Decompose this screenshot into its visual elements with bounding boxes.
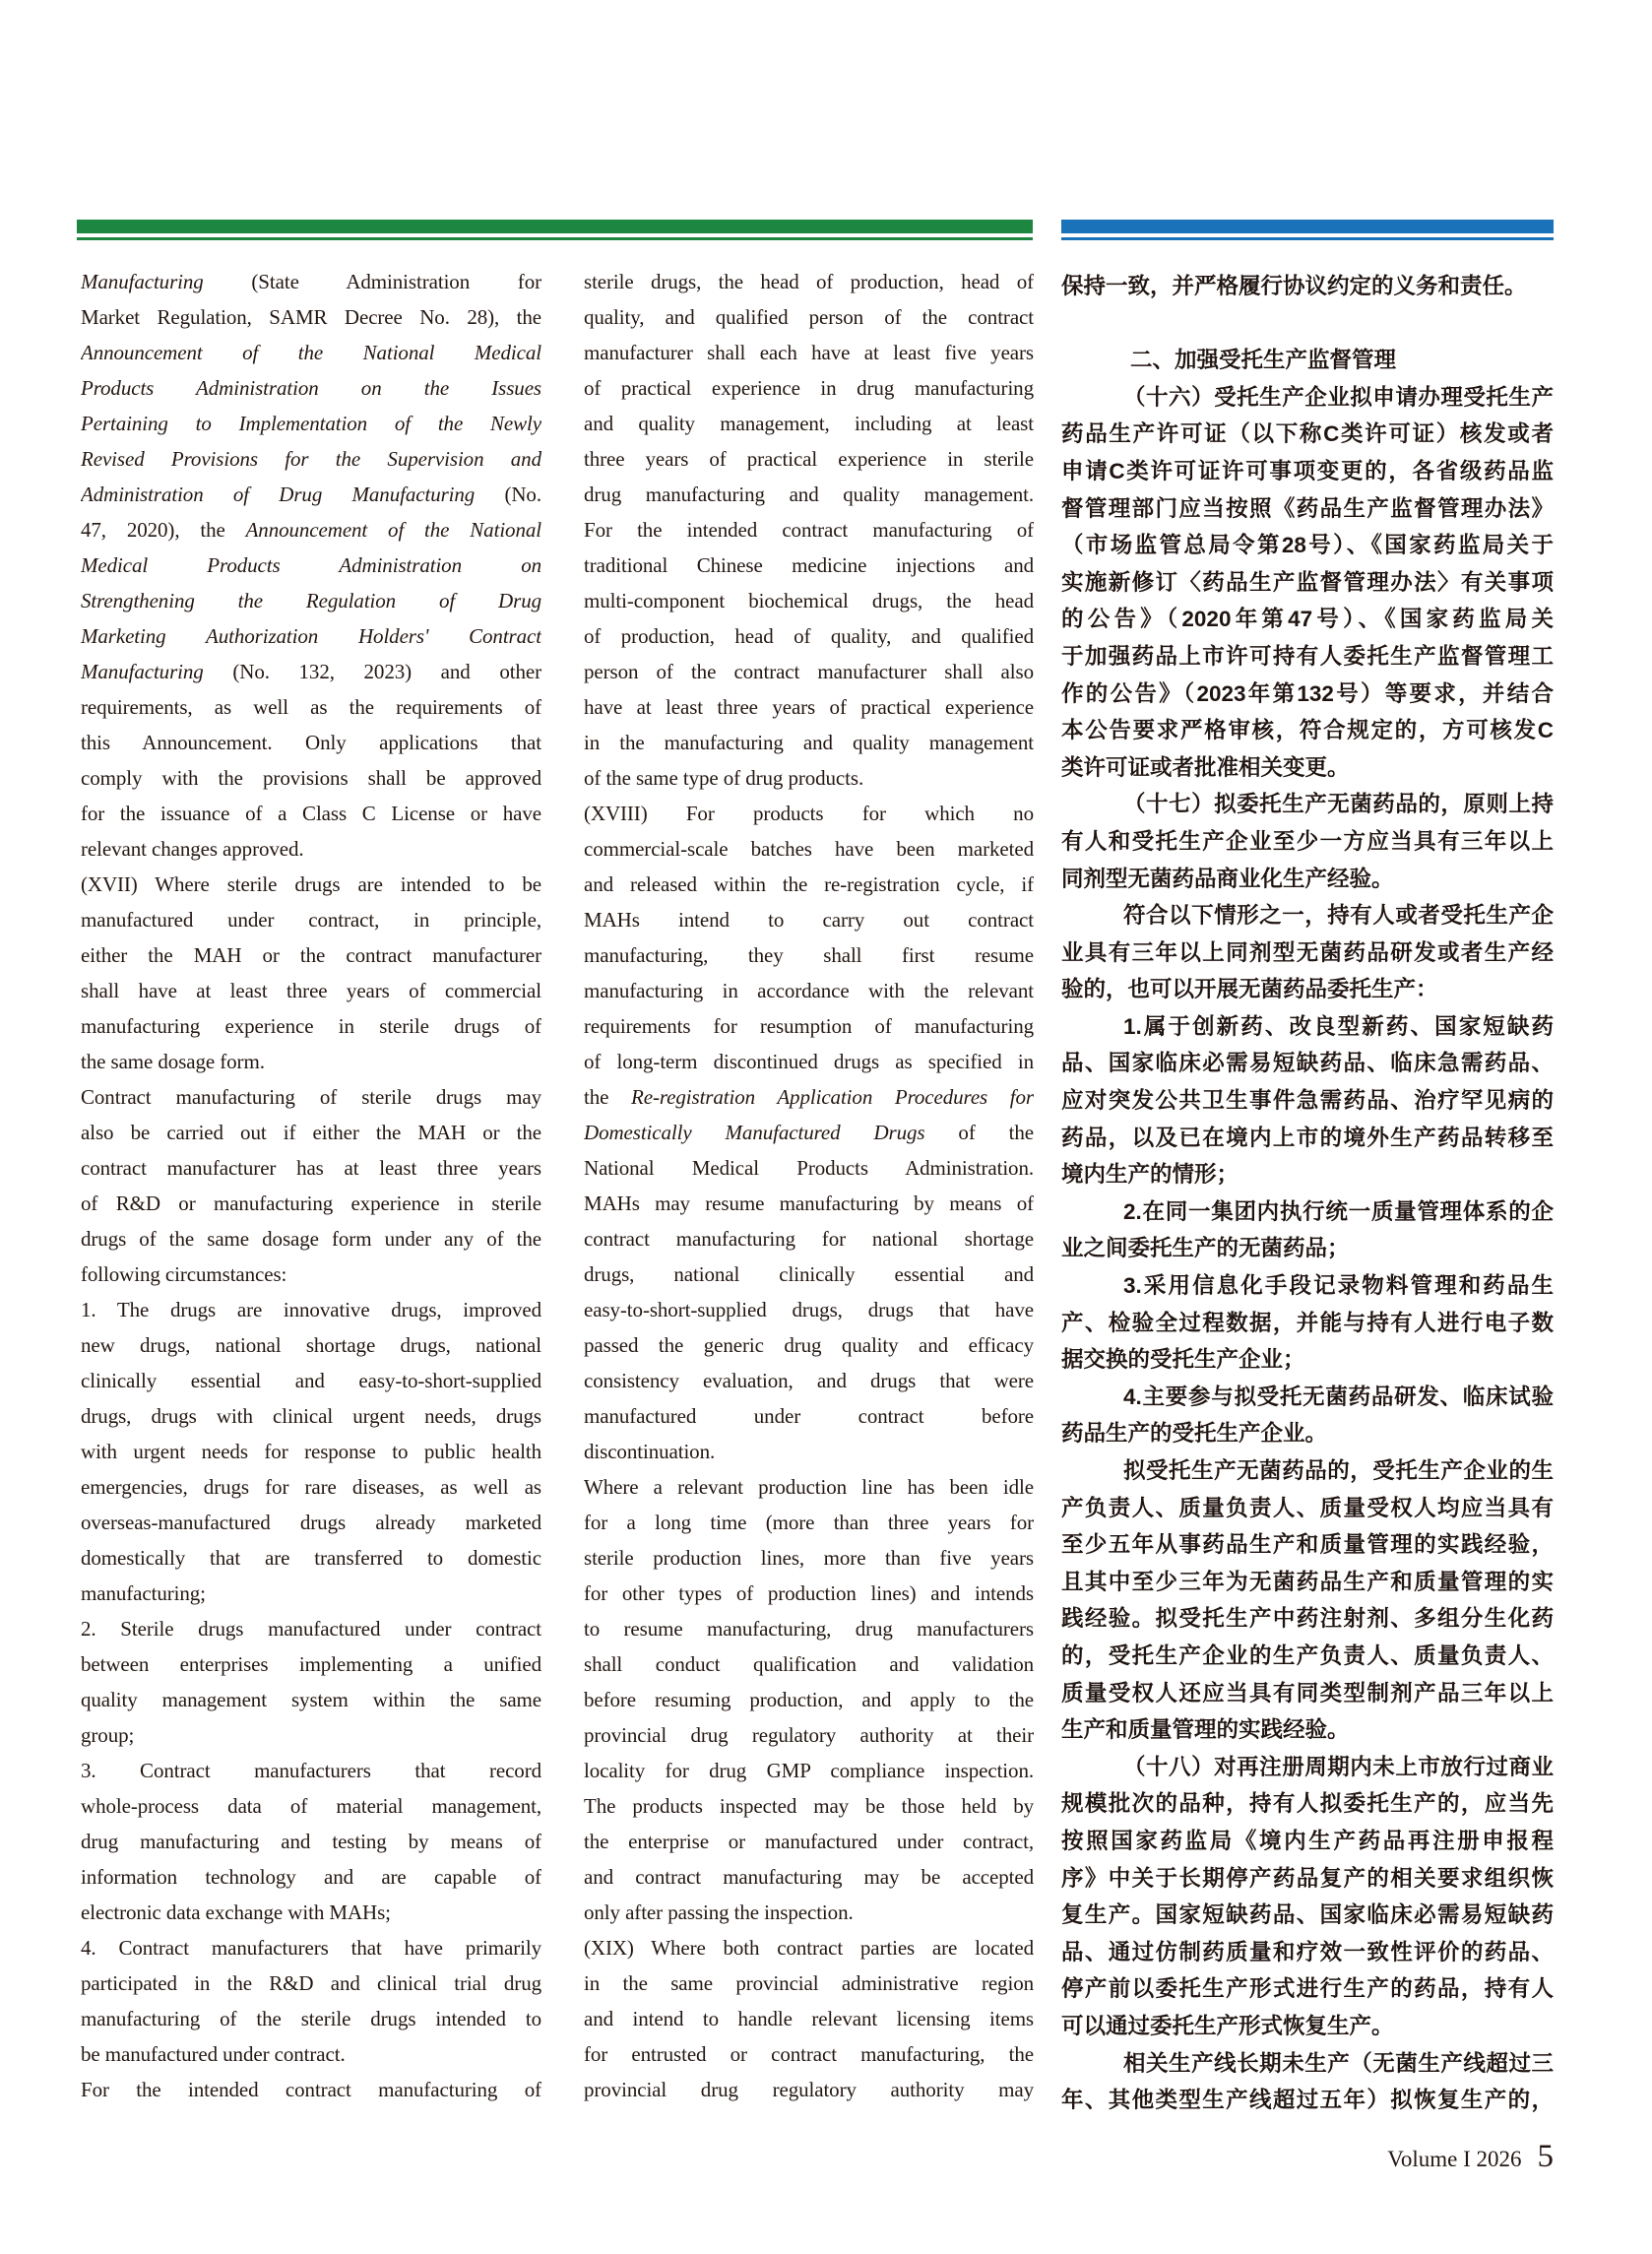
text-line: Medical Products Administration on: [81, 553, 541, 577]
text-line: 相关生产线长期未生产（无菌生产线超过三: [1123, 2050, 1554, 2076]
text-line: passed the generic drug quality and efficacy: [584, 1333, 1034, 1357]
text-line: shall conduct qualification and validation: [584, 1652, 1034, 1676]
text-line: manufacturing of the sterile drugs intended to: [81, 2007, 541, 2030]
text-line: 且其中至少三年为无菌药品生产和质量管理的实: [1061, 1569, 1554, 1594]
text-line: and contract manufacturing may be accepted: [584, 1865, 1034, 1889]
text-line: MAHs intend to carry out contract: [584, 908, 1034, 932]
text-line: drugs, drugs with clinical urgent needs, drugs: [81, 1404, 541, 1428]
text-line: traditional Chinese medicine injections and: [584, 553, 1034, 577]
text-line: Announcement of the National Medical: [81, 341, 541, 364]
text-line: 至少五年从事药品生产和质量管理的实践经验，: [1061, 1532, 1554, 1558]
text-line: Revised Provisions for the Supervision and: [81, 447, 541, 471]
text-line: only after passing the inspection.: [584, 1900, 854, 1924]
text-line: and quality management, including at least: [584, 412, 1034, 435]
text-line: 序》中关于长期停产药品复产的相关要求组织恢: [1061, 1865, 1554, 1891]
text-line: drugs, national clinically essential and: [584, 1262, 1034, 1286]
text-line: the same dosage form.: [81, 1050, 265, 1073]
text-line: 保持一致，并严格履行协议约定的义务和责任。: [1061, 274, 1527, 298]
text-line: 品、国家临床必需易短缺药品、临床急需药品、: [1061, 1051, 1554, 1076]
text-line: 产、检验全过程数据，并能与持有人进行电子数: [1061, 1310, 1554, 1335]
text-line: manufactured under contract before: [584, 1404, 1034, 1428]
text-line: 拟受托生产无菌药品的，受托生产企业的生: [1123, 1458, 1554, 1483]
text-line: of R&D or manufacturing experience in sterile: [81, 1191, 541, 1215]
text-line: in the manufacturing and quality management: [584, 731, 1034, 754]
text-line: 类许可证或者批准相关变更。: [1061, 754, 1350, 780]
text-line: 践经验。拟受托生产中药注射剂、多组分生化药: [1061, 1606, 1554, 1632]
text-line: drugs of the same dosage form under any of the: [81, 1227, 541, 1251]
text-line: For the intended contract manufacturing of: [584, 518, 1034, 542]
text-line: participated in the R&D and clinical trial drug: [81, 1971, 541, 1995]
text-line: domestically that are transferred to domestic: [81, 1546, 541, 1570]
text-line: [1061, 305, 1554, 343]
text-line: sterile production lines, more than five years: [584, 1546, 1034, 1570]
text-line: of production, head of quality, and qualified: [584, 624, 1034, 648]
text-line: 本公告要求严格审核，符合规定的，方可核发C: [1061, 718, 1554, 743]
text-line: with urgent needs for response to public health: [81, 1440, 541, 1463]
text-line: （十八）对再注册周期内未上市放行过商业: [1123, 1754, 1554, 1779]
text-line: be manufactured under contract.: [81, 2042, 346, 2066]
text-line: （市场监管总局令第28号）、《国家药监局关于: [1061, 533, 1554, 558]
green-rule-thin: [77, 237, 1033, 240]
text-line: 产负责人、质量负责人、质量受权人均应当具有: [1061, 1495, 1554, 1520]
text-line: 验的，也可以开展无菌药品委托生产：: [1061, 977, 1438, 1002]
text-line: following circumstances:: [81, 1262, 287, 1286]
text-line: 1.属于创新药、改良型新药、国家短缺药: [1123, 1013, 1554, 1039]
text-line: (XVII) Where sterile drugs are intended to be: [81, 872, 541, 896]
text-line: 业具有三年以上同剂型无菌药品研发或者生产经: [1061, 939, 1554, 965]
text-line: 的公告》（2020年第47号）、《国家药监局关: [1061, 607, 1554, 632]
text-line: 申请C类许可证许可事项变更的，各省级药品监: [1061, 458, 1554, 483]
text-line: quality management system within the same: [81, 1688, 541, 1711]
text-line: sterile drugs, the head of production, head of: [584, 270, 1034, 293]
text-line: manufacturing, they shall first resume: [584, 943, 1034, 967]
text-line: （十六）受托生产企业拟申请办理受托生产: [1123, 384, 1554, 410]
text-line: 据交换的受托生产企业；: [1061, 1347, 1305, 1373]
text-line: 境内生产的情形；: [1061, 1162, 1239, 1188]
text-line: 的，受托生产企业的生产负责人、质量负责人、: [1061, 1642, 1554, 1668]
text-line: consistency evaluation, and drugs that were: [584, 1369, 1034, 1392]
text-line: manufacturing experience in sterile drugs of: [81, 1014, 541, 1038]
text-line: 2.在同一集团内执行统一质量管理体系的企: [1123, 1198, 1554, 1224]
text-line: 督管理部门应当按照《药品生产监督管理办法》: [1061, 495, 1554, 521]
text-line: requirements for resumption of manufacturing: [584, 1014, 1034, 1038]
text-line: 47, 2020), the Announcement of the National: [81, 518, 541, 542]
text-line: between enterprises implementing a unified: [81, 1652, 541, 1676]
section-heading: 二、加强受托生产监督管理: [1130, 348, 1397, 373]
text-line: 业之间委托生产的无菌药品；: [1061, 1236, 1350, 1261]
text-line: the Re-registration Application Procedures for: [584, 1085, 1034, 1109]
text-line: either the MAH or the contract manufacturer: [81, 943, 541, 967]
text-line: 3.采用信息化手段记录物料管理和药品生: [1123, 1273, 1554, 1299]
text-line: provincial drug regulatory authority at their: [584, 1723, 1034, 1747]
footer-volume-label: Volume I 2026: [1387, 2147, 1522, 2171]
text-line: Where a relevant production line has been idle: [584, 1475, 1034, 1499]
text-line: of long-term discontinued drugs as specified in: [584, 1050, 1034, 1073]
text-line: for other types of production lines) and intends: [584, 1581, 1034, 1605]
text-line: emergencies, drugs for rare diseases, as well as: [81, 1475, 541, 1499]
text-line: Pertaining to Implementation of the Newly: [81, 412, 541, 435]
text-line: 2. Sterile drugs manufactured under contract: [81, 1617, 541, 1641]
column-english-left: [81, 264, 541, 2107]
text-line: 可以通过委托生产形式恢复生产。: [1061, 2013, 1394, 2038]
text-line: 有人和受托生产企业至少一方应当具有三年以上: [1061, 828, 1554, 854]
text-line: commercial-scale batches have been marketed: [584, 837, 1034, 861]
text-line: 复生产。国家短缺药品、国家临床必需易短缺药: [1061, 1902, 1554, 1928]
footer-page-number: 5: [1537, 2139, 1554, 2174]
text-line: drug manufacturing and testing by means of: [81, 1830, 541, 1853]
text-line: new drugs, national shortage drugs, national: [81, 1333, 541, 1357]
text-line: (XIX) Where both contract parties are located: [584, 1936, 1034, 1960]
column-chinese-right: [1061, 268, 1554, 2119]
text-line: manufacturing;: [81, 1581, 206, 1605]
text-line: 品、通过仿制药质量和疗效一致性评价的药品、: [1061, 1939, 1554, 1964]
text-line: quality, and qualified person of the contract: [584, 305, 1034, 329]
text-line: easy-to-short-supplied drugs, drugs that have: [584, 1298, 1034, 1321]
text-line: manufacturer shall each have at least five years: [584, 341, 1034, 364]
blue-rule-thin: [1061, 237, 1554, 240]
text-line: manufacturing in accordance with the relevant: [584, 979, 1034, 1002]
text-line: Strengthening the Regulation of Drug: [81, 589, 541, 612]
text-line: for a long time (more than three years for: [584, 1511, 1034, 1534]
text-line: Marketing Authorization Holders' Contract: [81, 624, 541, 648]
text-line: Manufacturing (No. 132, 2023) and other: [81, 660, 541, 683]
page-footer: [1061, 2139, 1554, 2175]
text-line: The products inspected may be those held by: [584, 1794, 1034, 1818]
text-line: clinically essential and easy-to-short-supplied: [81, 1369, 541, 1392]
text-line: of practical experience in drug manufacturing: [584, 376, 1034, 400]
text-line: electronic data exchange with MAHs;: [81, 1900, 391, 1924]
text-line: 药品，以及已在境内上市的境外生产药品转移至: [1061, 1125, 1554, 1150]
text-line: requirements, as well as the requirements of: [81, 695, 541, 719]
text-line: MAHs may resume manufacturing by means of: [584, 1191, 1034, 1215]
text-line: 药品生产的受托生产企业。: [1061, 1421, 1328, 1447]
text-line: 规模批次的品种，持有人拟委托生产的，应当先: [1061, 1791, 1554, 1817]
text-line: Market Regulation, SAMR Decree No. 28), the: [81, 305, 541, 329]
text-line: 药品生产许可证（以下称C类许可证）核发或者: [1061, 421, 1554, 447]
text-line: 停产前以委托生产形式进行生产的药品，持有人: [1061, 1976, 1554, 2002]
text-line: in the same provincial administrative region: [584, 1971, 1034, 1995]
text-line: Manufacturing (State Administration for: [81, 270, 541, 293]
text-line: provincial drug regulatory authority may: [584, 2078, 1034, 2101]
text-line: 符合以下情形之一，持有人或者受托生产企: [1123, 903, 1554, 929]
text-line: 生产和质量管理的实践经验。: [1061, 1717, 1350, 1743]
text-line: 应对突发公共卫生事件急需药品、治疗罕见病的: [1061, 1088, 1554, 1114]
text-line: information technology and are capable of: [81, 1865, 541, 1889]
text-line: discontinuation.: [584, 1440, 716, 1463]
text-line: relevant changes approved.: [81, 837, 304, 861]
text-line: shall have at least three years of commercial: [81, 979, 541, 1002]
text-line: 质量受权人还应当具有同类型制剂产品三年以上: [1061, 1680, 1554, 1706]
text-line: （十七）拟委托生产无菌药品的，原则上持: [1123, 792, 1554, 817]
text-line: the enterprise or manufactured under contract,: [584, 1830, 1034, 1853]
text-line: 年、其他类型生产线超过五年）拟恢复生产的，: [1061, 2088, 1554, 2113]
text-line: 作的公告》（2023年第132号）等要求，并结合: [1061, 680, 1554, 706]
text-line: 于加强药品上市许可持有人委托生产监督管理工: [1061, 643, 1554, 669]
text-line: contract manufacturing for national shortage: [584, 1227, 1034, 1251]
text-line: manufactured under contract, in principle,: [81, 908, 541, 932]
text-line: Contract manufacturing of sterile drugs may: [81, 1085, 541, 1109]
text-line: contract manufacturer has at least three years: [81, 1156, 541, 1180]
text-line: (XVIII) For products for which no: [584, 802, 1034, 825]
text-line: Products Administration on the Issues: [81, 376, 541, 400]
text-line: Administration of Drug Manufacturing (No.: [81, 483, 541, 506]
text-line: have at least three years of practical experience: [584, 695, 1034, 719]
blue-rule: [1061, 220, 1554, 233]
text-line: and intend to handle relevant licensing items: [584, 2007, 1034, 2030]
green-rule: [77, 220, 1033, 233]
text-line: three years of practical experience in sterile: [584, 447, 1034, 471]
text-line: overseas-manufactured drugs already marketed: [81, 1511, 541, 1534]
text-line: For the intended contract manufacturing of: [81, 2078, 541, 2101]
text-line: multi-component biochemical drugs, the head: [584, 589, 1034, 612]
text-line: group;: [81, 1723, 135, 1747]
text-line: 按照国家药监局《境内生产药品再注册申报程: [1061, 1828, 1554, 1853]
text-line: before resuming production, and apply to the: [584, 1688, 1034, 1711]
text-line: this Announcement. Only applications that: [81, 731, 541, 754]
text-line: Domestically Manufactured Drugs of the: [584, 1121, 1034, 1144]
text-line: 4. Contract manufacturers that have primarily: [81, 1936, 541, 1960]
text-line: 实施新修订〈药品生产监督管理办法〉有关事项: [1061, 569, 1554, 595]
text-line: for the issuance of a Class C License or have: [81, 802, 541, 825]
text-line: drug manufacturing and quality management.: [584, 483, 1034, 506]
text-line: locality for drug GMP compliance inspection.: [584, 1759, 1034, 1782]
text-line: to resume manufacturing, drug manufacturers: [584, 1617, 1034, 1641]
text-line: National Medical Products Administration.: [584, 1156, 1034, 1180]
text-line: and released within the re-registration cycle, if: [584, 872, 1034, 896]
text-line: 1. The drugs are innovative drugs, improved: [81, 1298, 541, 1321]
text-line: 4.主要参与拟受托无菌药品研发、临床试验: [1123, 1384, 1554, 1409]
text-line: whole-process data of material management,: [81, 1794, 541, 1818]
text-line: 同剂型无菌药品商业化生产经验。: [1061, 866, 1394, 891]
text-line: comply with the provisions shall be approved: [81, 766, 541, 790]
text-line: person of the contract manufacturer shall also: [584, 660, 1034, 683]
text-line: for entrusted or contract manufacturing, the: [584, 2042, 1034, 2066]
text-line: 3. Contract manufacturers that record: [81, 1759, 541, 1782]
text-line: also be carried out if either the MAH or the: [81, 1121, 541, 1144]
column-english-middle: [584, 264, 1034, 2107]
text-line: of the same type of drug products.: [584, 766, 864, 790]
